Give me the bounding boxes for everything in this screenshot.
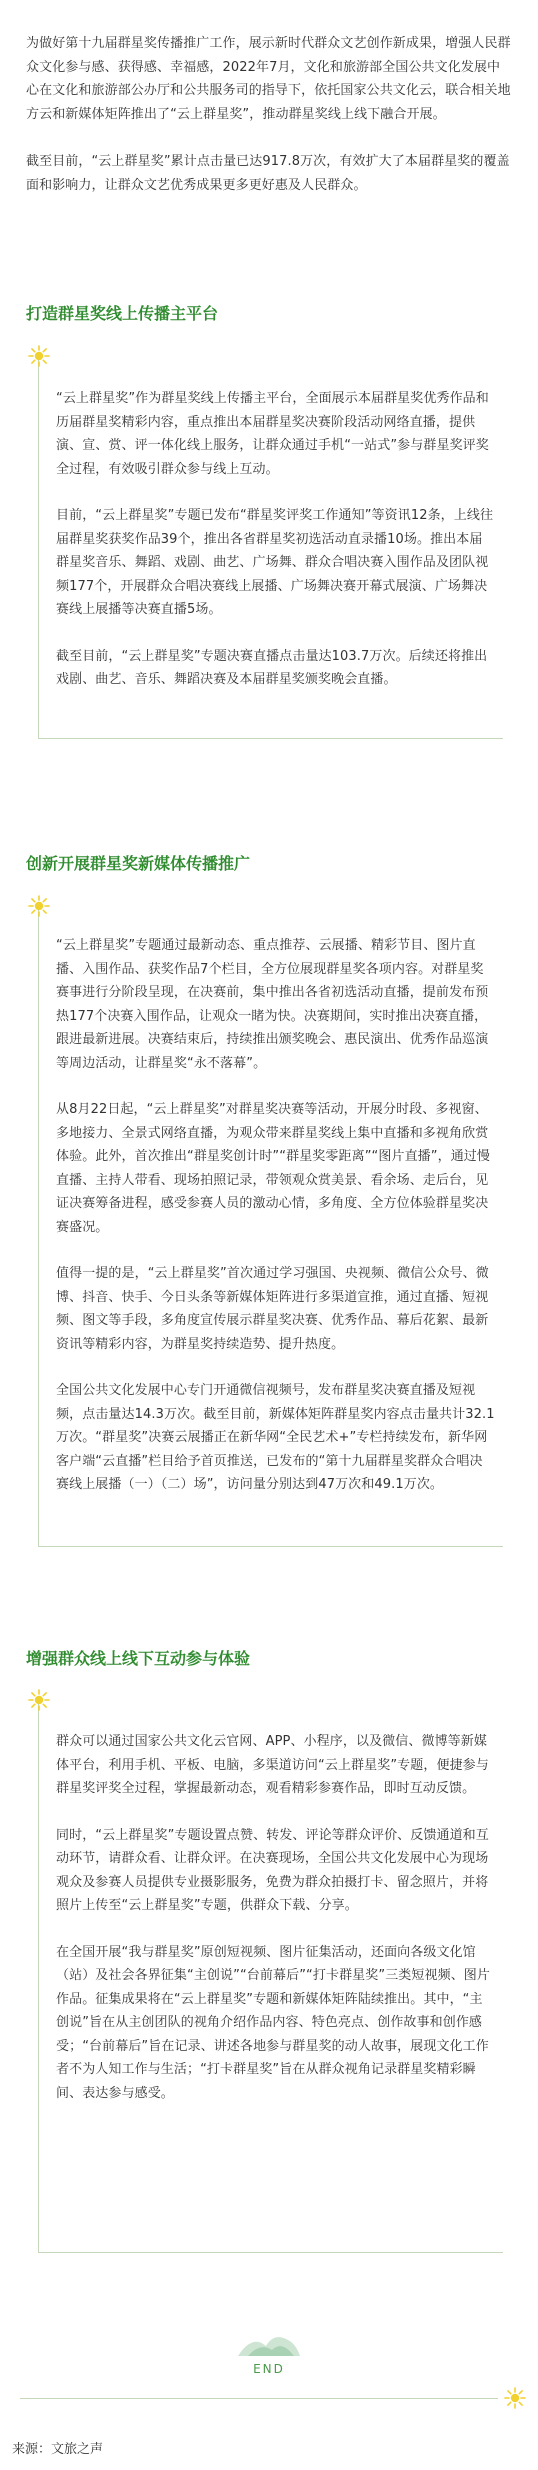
section-card-3 — [38, 1700, 503, 2253]
section-1-paragraph-1: “云上群星奖”作为群星奖线上传播主平台，全面展示本届群星奖优秀作品和历届群星奖精彩内容，重点推出本届群星奖决赛阶段活动网络直播，提供演、宣、赏、评一体化线上服务，让群众通过手机“一站式”参与群星奖评奖全过程，有效吸引群众参与线上互动。 — [56, 391, 489, 477]
section-3-paragraph-2: 同时，“云上群星奖”专题设置点赞、转发、评论等群众评价、反馈通道和互动环节，请群众看、让群众评。在决赛现场，全国公共文化发展中心为现场观众及参赛人员提供专业摄影服务，免费为群众拍摄打卡、留念照片，并将照片上传至“云上群星奖”专题，供群众下载、分享。 — [56, 1827, 489, 1913]
section-2-paragraph-4: 全国公共文化发展中心专门开通微信视频号，发布群星奖决赛直播及短视频，点击量达14.3万次。截至目前，新媒体矩阵群星奖内容点击量共计32.1万次。“群星奖”决赛云展播正在新华网“全民艺术+”专栏持续发布，新华网客户端“云直播”栏目给予首页推送，已发布的“第十九届群星奖群众合唱决赛线上展播（一）（二）场”，访问量分别达到47万次和49.1万次。 — [56, 1383, 495, 1492]
divider-line — [20, 2398, 498, 2399]
section-title-2: 创新开展群星奖新媒体传播推广 — [26, 854, 251, 873]
section-title-3: 增强群众线上线下互动参与体验 — [26, 1649, 251, 1668]
section-3-paragraph-1: 群众可以通过国家公共文化云官网、APP、小程序，以及微信、微博等新媒体平台，利用手机、平板、电脑，多渠道访问“云上群星奖”专题，便捷参与群星奖评奖全过程，掌握最新动态，观看精彩参赛作品，即时互动反馈。 — [56, 1734, 489, 1796]
section-2-paragraph-1: “云上群星奖”专题通过最新动态、重点推荐、云展播、精彩节目、图片直播、入围作品、获奖作品7个栏目，全方位展现群星奖各项内容。对群星奖赛事进行分阶段呈现，在决赛前，集中推出各省初选活动直播，提前发布预热177个决赛入围作品，让观众一睹为快。决赛期间，实时推出决赛直播，跟进最新进展。决赛结束后，持续推出颁奖晚会、惠民演出、优秀作品巡演等周边活动，让群星奖“永不落幕”。 — [56, 938, 489, 1071]
section-card-2 — [38, 906, 503, 1547]
intro-paragraph-2: 截至目前，“云上群星奖”累计点击量已达917.8万次，有效扩大了本届群星奖的覆盖面和影响力，让群众文艺优秀成果更多更好惠及人民群众。 — [26, 154, 510, 193]
section-2-paragraph-2: 从8月22日起，“云上群星奖”对群星奖决赛等活动，开展分时段、多视窗、多地接力、全景式网络直播，为观众带来群星奖线上集中直播和多视角欣赏体验。此外，首次推出“群星奖创计时”“群星奖零距离”“图片直播”，通过慢直播、主持人带看、现场拍照记录，带领观众赏美景、看余场、走后台，见证决赛筹备进程，感受参赛人员的激动心情，多角度、全方位体验群星奖决赛盛况。 — [56, 1102, 491, 1235]
source-credit: 来源：文旅之声 — [12, 2442, 104, 2457]
sun-icon — [28, 1689, 50, 1711]
section-title-1: 打造群星奖线上传播主平台 — [26, 304, 219, 323]
section-3-paragraph-3: 在全国开展“我与群星奖”原创短视频、图片征集活动，还面向各级文化馆（站）及社会各界征集“主创说”“台前幕后”“打卡群星奖”三类短视频、图片作品。征集成果将在“云上群星奖”专题和新媒体矩阵陆续推出。其中，“主创说”旨在从主创团队的视角介绍作品内容、特色亮点、创作故事和创作感受；“台前幕后”旨在记录、讲述各地参与群星奖的动人故事，展现文化工作者不为人知工作与生活；“打卡群星奖”旨在从群众视角记录群星奖精彩瞬间、表达参与感受。 — [56, 1944, 491, 2101]
sun-icon — [28, 345, 50, 367]
intro-paragraph-1: 为做好第十九届群星奖传播推广工作，展示新时代群众文艺创作新成果，增强人民群众文化参与感、获得感、幸福感，2022年7月，文化和旅游部全国公共文化发展中心在文化和旅游部公办厅和公共服务司的指导下，依托国家公共文化云，联合相关地方云和新媒体矩阵推出了“云上群星奖”，推动群星奖线上线下融合开展。 — [26, 36, 511, 122]
sun-icon — [28, 895, 50, 917]
section-1-paragraph-2: 目前，“云上群星奖”专题已发布“群星奖评奖工作通知”等资讯12条，上线往届群星奖获奖作品39个，推出各省群星奖初选活动直录播10场。推出本届群星奖音乐、舞蹈、戏剧、曲艺、广场舞、群众合唱决赛入围作品及团队视频177个，开展群众合唱决赛线上展播、广场舞决赛开幕式展演、广场舞决赛线上展播等决赛直播5场。 — [56, 508, 494, 617]
sun-icon — [504, 2387, 526, 2409]
end-label: END — [253, 2362, 285, 2376]
section-2-paragraph-3: 值得一提的是，“云上群星奖”首次通过学习强国、央视频、微信公众号、微博、抖音、快手、今日头条等新媒体矩阵进行多渠道宣推，通过直播、短视频、图文等手段，多角度宣传展示群星奖决赛、优秀作品、幕后花絮、最新资讯等精彩内容，为群星奖持续造势、提升热度。 — [56, 1266, 489, 1352]
mountain-icon — [234, 2326, 304, 2360]
end-ornament — [0, 2326, 538, 2364]
section-1-paragraph-3: 截至目前，“云上群星奖”专题决赛直播点击量达103.7万次。后续还将推出戏剧、曲艺、音乐、舞蹈决赛及本届群星奖颁奖晚会直播。 — [56, 648, 488, 687]
section-card-1 — [38, 356, 503, 739]
